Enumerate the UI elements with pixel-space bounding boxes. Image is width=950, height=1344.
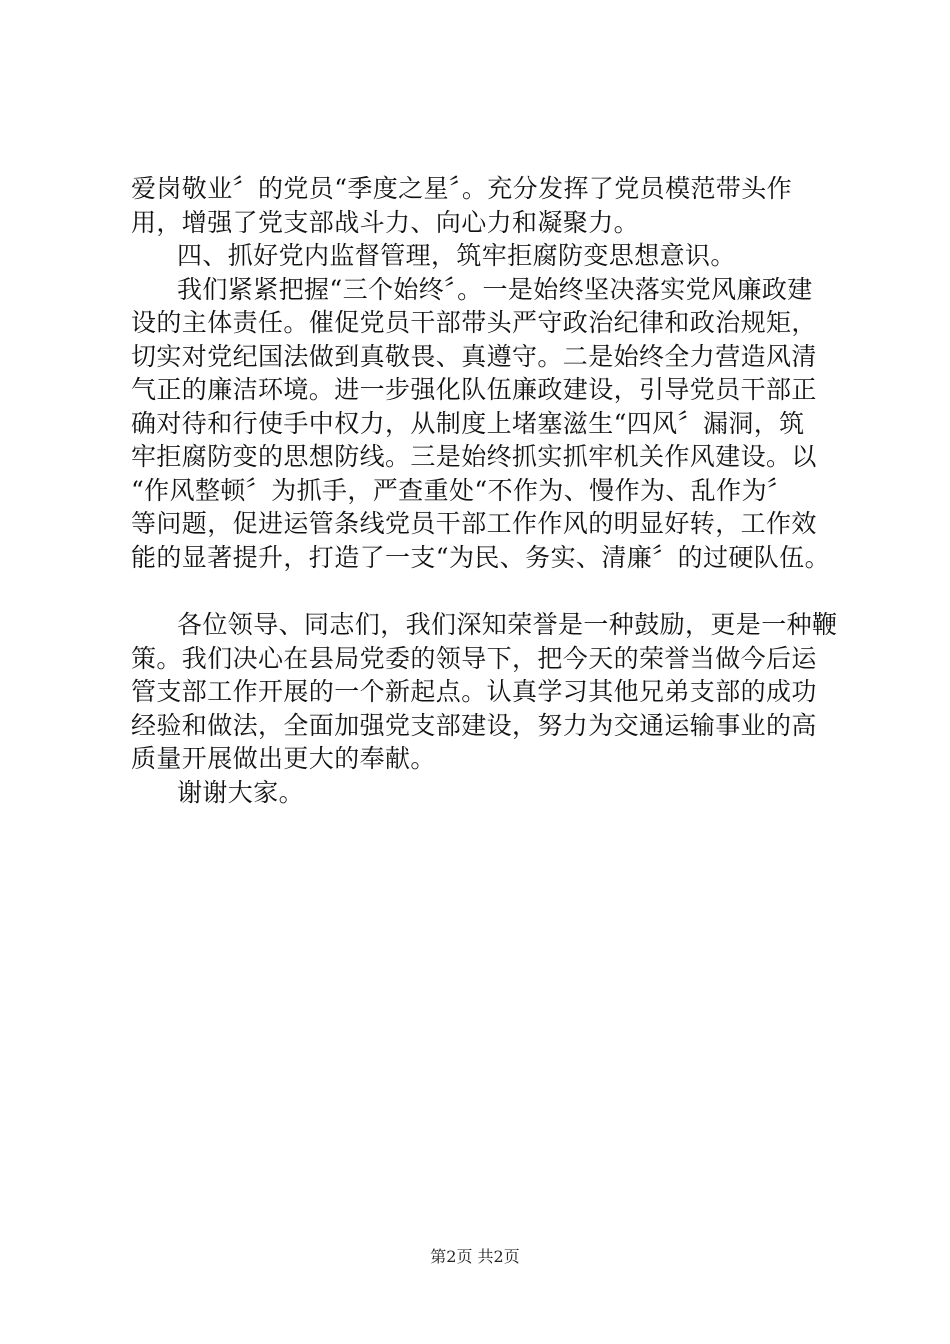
closing-line: 谢谢大家。 xyxy=(177,777,305,807)
document-body xyxy=(131,172,851,809)
text-line: 能的显著提升，打造了一支“为民、务实、清廉〞的过硬队伍。 xyxy=(131,542,830,572)
text-line: 爱岗敬业〞的党员“季度之星〞。充分发挥了党员模范带头作 xyxy=(131,174,793,203)
text-line: 等问题，促进运管条线党员干部工作作风的明显好转，工作效 xyxy=(131,509,817,538)
text-line: 质量开展做出更大的奉献。 xyxy=(131,744,436,773)
paragraph-gap xyxy=(131,574,851,608)
text-line: 各位领导、同志们，我们深知荣誉是一种鼓励，更是一种鞭 xyxy=(177,610,838,639)
text-line: 策。我们决心在县局党委的领导下，把今天的荣誉当做今后运 xyxy=(131,643,817,673)
text-line: 管支部工作开展的一个新起点。认真学习其他兄弟支部的成功 xyxy=(131,677,817,706)
text-line: 我们紧紧把握“三个始终〞。一是始终坚决落实党风廉政建 xyxy=(177,274,813,304)
text-line: 设的主体责任。催促党员干部带头严守政治纪律和政治规矩， xyxy=(131,308,817,337)
text-line: 牢拒腐防变的思想防线。三是始终抓实抓牢机关作风建设。以 xyxy=(131,442,817,471)
text-line: “作风整顿〞为抓手，严查重处“不作为、慢作为、乱作为〞 xyxy=(131,475,793,505)
section-heading: 四、抓好党内监督管理，筑牢拒腐防变思想意识。 xyxy=(177,241,736,270)
text-line: 气正的廉洁环境。进一步强化队伍廉政建设，引导党员干部正 xyxy=(131,375,817,404)
text-line: 经验和做法，全面加强党支部建设，努力为交通运输事业的高 xyxy=(131,710,817,740)
text-line: 用，增强了党支部战斗力、向心力和凝聚力。 xyxy=(131,207,640,237)
text-line: 确对待和行使手中权力，从制度上堵塞滋生“四风〞漏洞，筑 xyxy=(131,408,805,438)
page-number: 第2页 共2页 xyxy=(430,1247,520,1266)
text-line: 切实对党纪国法做到真敬畏、真遵守。二是始终全力营造风清 xyxy=(131,341,817,371)
